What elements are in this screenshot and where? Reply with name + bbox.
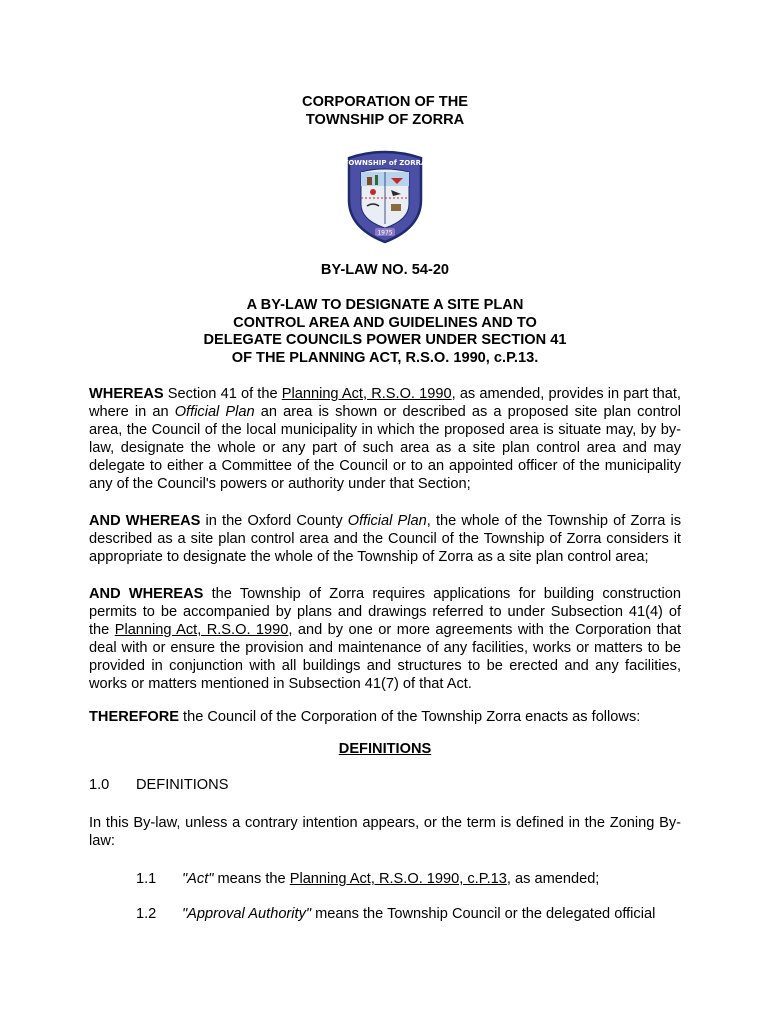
- text-run: an area is shown or described as a proposed site plan control area, the Council of the local municipality in which the proposed area is situate may, by by-law, designate the whole or any part of such area as a site plan control area and may delegate to either a Committee of the Council or to an appointed officer of the municipality any of the Council's powers or authority under that Section;: [89, 403, 681, 492]
- text-run: , as amended, provides in part that, where in an: [89, 386, 681, 420]
- section-number: 1.0: [89, 777, 110, 793]
- section-title: DEFINITIONS: [136, 777, 229, 793]
- corporation-header: [0, 94, 770, 129]
- text-run: , the whole of the Township of Zorra is described as a site plan control area and the Council of the Township of Zorra considers it appropriate to designate the whole of the Township of Zorra as a site plan control area;: [89, 513, 681, 565]
- official-plan-term: Official Plan: [347, 513, 427, 529]
- text-run: , and by one or more agreements with the Corporation that deal with or ensure the provision and maintenance of any facilities, works or matters to be provided in conjunction with all buildings and structures to be erected and any facilities, works or matters mentioned in Subsection 41(7) of that Act.: [89, 621, 681, 692]
- header-line-2: TOWNSHIP OF ZORRA: [305, 111, 465, 128]
- bylaw-title-line: CONTROL AREA AND GUIDELINES AND TO: [233, 314, 537, 331]
- text-run: means the Township Council or the delegated official: [311, 906, 656, 922]
- bylaw-title-line: DELEGATE COUNCILS POWER UNDER SECTION 41: [203, 332, 567, 348]
- text-run: , as amended;: [506, 871, 600, 887]
- official-plan-term: Official Plan: [174, 403, 255, 420]
- definition-item-act: [182, 870, 682, 888]
- crest-top-text: TOWNSHIP of ZORRA: [343, 159, 427, 167]
- defined-term: "Act": [182, 871, 214, 887]
- bylaw-title-line: A BY-LAW TO DESIGNATE A SITE PLAN: [246, 297, 524, 313]
- definition-number: 1.2: [136, 906, 157, 922]
- whereas-paragraph-1: [89, 386, 681, 493]
- text-run: Section 41 of the: [163, 386, 282, 402]
- definitions-heading: DEFINITIONS: [338, 741, 432, 757]
- planning-act-reference: Planning Act, R.S.O. 1990, c.P.13: [289, 871, 507, 887]
- crest-year: 1975: [377, 229, 393, 237]
- planning-act-reference: Planning Act, R.S.O. 1990: [114, 621, 289, 638]
- whereas-paragraph-3: [89, 586, 681, 693]
- defined-term: "Approval Authority": [182, 906, 312, 922]
- text-run: in the Oxford County: [200, 513, 348, 529]
- township-crest-logo: [341, 148, 429, 244]
- and-whereas-lead: AND WHEREAS: [89, 586, 204, 602]
- header-line-1: CORPORATION OF THE: [302, 94, 468, 110]
- whereas-lead: WHEREAS: [89, 386, 164, 402]
- bylaw-title-line: OF THE PLANNING ACT, R.S.O. 1990, c.P.13.: [231, 349, 539, 366]
- text-run: means the: [213, 871, 290, 887]
- definition-item-approval-authority: [182, 905, 682, 923]
- bylaw-number: BY-LAW NO. 54-20: [320, 262, 450, 278]
- text-run: the Council of the Corporation of the Township Zorra enacts as follows:: [179, 709, 641, 725]
- definitions-intro: In this By-law, unless a contrary intention appears, or the term is defined in the Zoning By-law:: [89, 815, 681, 849]
- definition-number: 1.1: [136, 871, 157, 887]
- and-whereas-lead: AND WHEREAS: [89, 513, 201, 529]
- therefore-lead: THEREFORE: [89, 709, 179, 725]
- therefore-paragraph: [89, 709, 681, 727]
- whereas-paragraph-2: [89, 513, 681, 567]
- text-run: the Township of Zorra requires applications for building construction permits to be accompanied by plans and drawings referred to under Subsection 41(4) of the: [89, 586, 681, 638]
- planning-act-reference: Planning Act, R.S.O. 1990: [281, 386, 452, 402]
- bylaw-title: [0, 297, 770, 367]
